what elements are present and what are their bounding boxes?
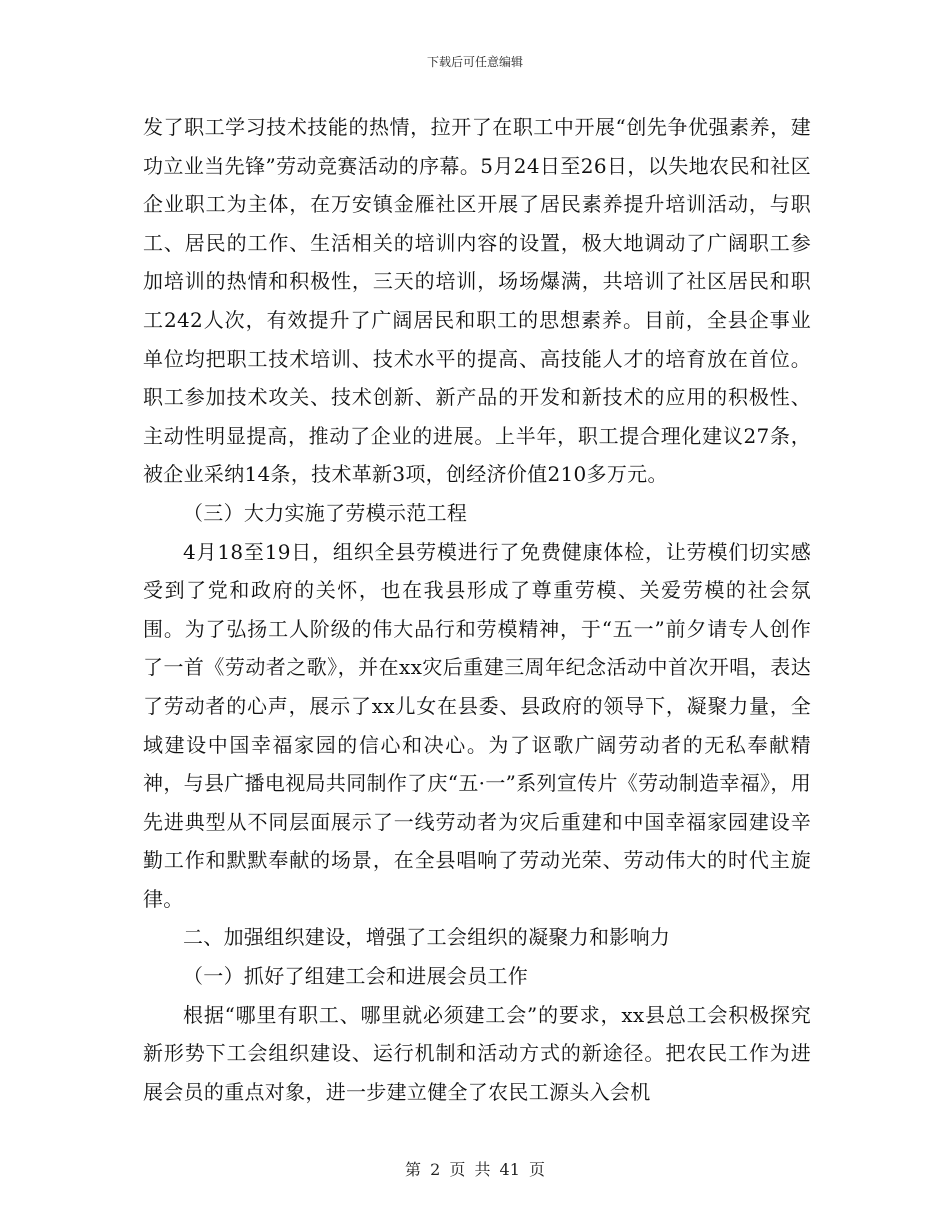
- paragraph-union-building: 根据“哪里有职工、哪里就必须建工会”的要求，xx县总工会积极探究新形势下工会组织建设、运行机制和活动方式的新途径。把农民工作为进展会员的重点对象，进一步建立健全了农民工源头入会机: [143, 1002, 811, 1104]
- page-header: 下载后可任意编辑: [426, 55, 523, 69]
- document-body: [143, 108, 811, 1111]
- paragraph-model-worker: 4月18至19日，组织全县劳模进行了免费健康体检，让劳模们切实感受到了党和政府的关怀，也在我县形成了尊重劳模、关爱劳模的社会氛围。为了弘扬工人阶级的伟大品行和劳模精神，于“五一”前夕请专人创作了一首《劳动者之歌》，并在xx灾后重建三周年纪念活动中首次开唱，表达了劳动者的心声，展示了xx儿女在县委、县政府的领导下，凝聚力量，全域建设中国幸福家园的信心和决心。为了讴歌广阔劳动者的无私奉献精神，与县广播电视局共同制作了庆“五·一”系列宣传片《劳动制造幸福》，用先进典型从不同层面展示了一线劳动者为灾后重建和中国幸福家园建设辛勤工作和默默奉献的场景，在全县唱响了劳动光荣、劳动伟大的时代主旋律。: [143, 539, 811, 911]
- subsection-heading-union-building: （一）抓好了组建工会和进展会员工作: [183, 964, 529, 989]
- section-heading-model-worker: （三）大力实施了劳模示范工程: [183, 500, 468, 525]
- section-heading-organization: 二、加强组织建设，增强了工会组织的凝聚力和影响力: [183, 925, 671, 950]
- page-footer: 第 2 页 共 41 页: [405, 1160, 545, 1179]
- paragraph-continued: 发了职工学习技术技能的热情，拉开了在职工中开展“创先争优强素养，建功立业当先锋”劳动竞赛活动的序幕。5月24日至26日，以失地农民和社区企业职工为主体，在万安镇金雁社区开展了居民素养提升培训活动，与职工、居民的工作、生活相关的培训内容的设置，极大地调动了广阔职工参加培训的热情和积极性，三天的培训，场场爆满，共培训了社区居民和职工242人次，有效提升了广阔居民和职工的思想素养。目前，全县企事业单位均把职工技术培训、技术水平的提高、高技能人才的培育放在首位。职工参加技术攻关、技术创新、新产品的开发和新技术的应用的积极性、主动性明显提高，推动了企业的进展。上半年，职工提合理化建议27条，被企业采纳14条，技术革新3项，创经济价值210多万元。: [143, 115, 811, 487]
